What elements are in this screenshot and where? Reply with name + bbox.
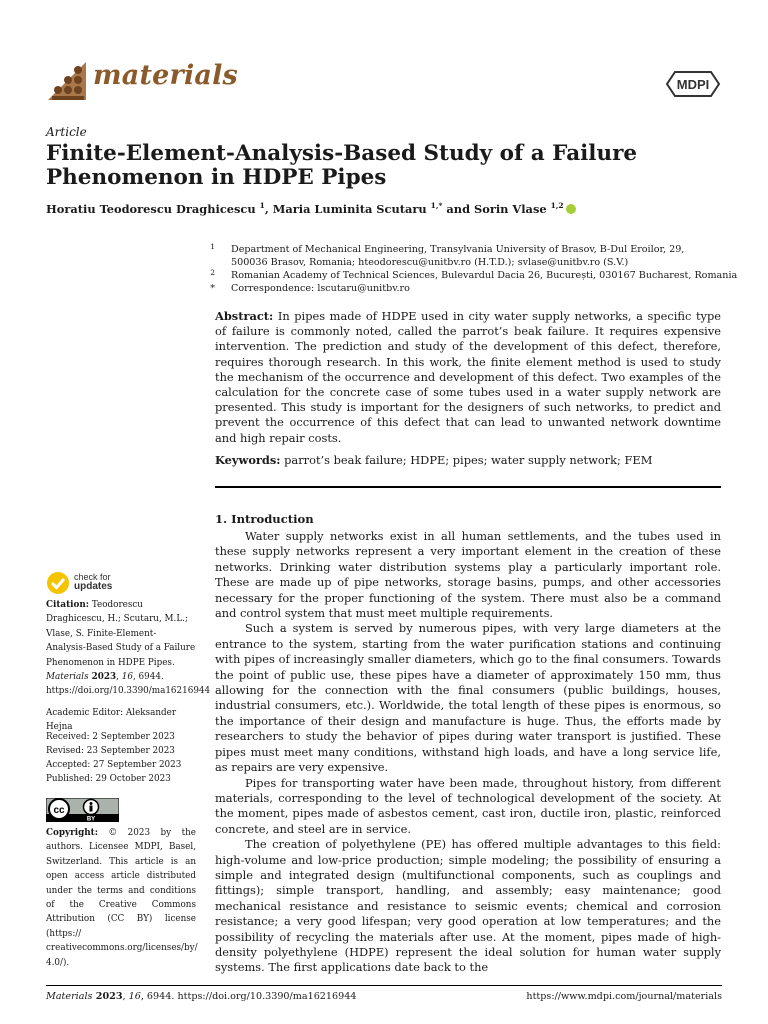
journal-name[interactable]: materials xyxy=(93,60,238,91)
author-3-affil: 1,2 xyxy=(550,201,564,210)
date-published: Published: 29 October 2023 xyxy=(46,774,171,784)
svg-text:BY: BY xyxy=(86,816,96,822)
publisher-name: MDPI xyxy=(676,77,710,92)
citation-block: Citation: Teodorescu Draghicescu, H.; Scutaru, M.L.; Vlase, S. Finite-Element-Analysis-Based Study of a Failure Phenomenon in HDPE Pipes. Materials 2023, 16, 6944. https://doi.org/10.3390/ma16216944 xyxy=(46,600,211,697)
mdpi-logo-icon[interactable] xyxy=(665,69,721,99)
footer-doi-link[interactable]: , 6944. https://doi.org/10.3390/ma16216944 xyxy=(140,991,357,1002)
footer-citation: Materials 2023, 16, 6944. https://doi.org/10.3390/ma16216944 xyxy=(46,991,357,1002)
author-3[interactable]: and Sorin Vlase xyxy=(442,201,551,216)
abstract-text: In pipes made of HDPE used in city water supply networks, a specific type of failure is commonly noted, called the parrot’s beak failure. It requires expensive intervention. The prediction and study of the development of this defect, therefore, requires thorough research. In this work, the finite element method is used to study the mechanism of the occurrence and development of this defect. Two examples of the calculation for the concrete case of some tubes used in a water supply network are presented. This study is important for the designers of such networks, to predict and prevent the occurrence of this defect that can lead to unwanted network downtime and high repair costs. xyxy=(215,309,721,445)
svg-text:cc: cc xyxy=(53,805,65,816)
author-1[interactable]: Horatiu Teodorescu Draghicescu xyxy=(46,201,260,216)
paragraph: Pipes for transporting water have been made, throughout history, from different materials, corresponding to the level of technological development of the society. At the moment, pipes made of asbestos cement, cast iron, ductile iron, plastic, reinforced concrete, and steel are in service. xyxy=(215,775,721,836)
keywords-label: Keywords: xyxy=(215,453,281,467)
affiliation-mark: 2 xyxy=(210,268,215,277)
footer-journal-url[interactable]: https://www.mdpi.com/journal/materials xyxy=(526,991,722,1002)
affiliation-mark: 1 xyxy=(210,242,215,251)
intro-body xyxy=(215,529,721,976)
citation-doi-link[interactable]: , 6944. https://doi.org/10.3390/ma16216944 xyxy=(46,672,211,697)
check-updates-label: check for updates xyxy=(74,572,113,592)
cc-by-license-icon[interactable] xyxy=(46,798,119,822)
author-list xyxy=(46,201,576,216)
author-2-affil: 1,* xyxy=(430,201,443,210)
article-title: Finite-Element-Analysis-Based Study of a Failure Phenomenon in HDPE Pipes xyxy=(46,141,638,190)
check-for-updates-button[interactable] xyxy=(46,571,126,595)
paragraph: Water supply networks exist in all human settlements, and the tubes used in these supply networks represent a very important element in the creation of these networks. Drinking water distribution systems play a particularly important role. These are made up of pipe networks, storage basins, pumps, and other accessories necessary for the proper functioning of the system. There must also be a command and control system that must meet multiple requirements. xyxy=(215,529,721,621)
date-revised: Revised: 23 September 2023 xyxy=(46,746,175,756)
orcid-icon[interactable] xyxy=(566,204,576,214)
author-2[interactable]: , Maria Luminita Scutaru xyxy=(264,201,431,216)
keywords xyxy=(215,453,721,468)
abstract-label: Abstract: xyxy=(215,309,274,323)
date-accepted: Accepted: 27 September 2023 xyxy=(46,760,182,770)
paragraph: Such a system is served by numerous pipes, with very large diameters at the entrance to the system, starting from the water purification stations and continuing with pipes of increasingly smaller diameters, which go to the final consumers. Towards the point of public use, these pipes have a diameter of approximately 150 mm, thus allowing for the connection with the final consumers (public buildings, houses, industrial consumers, etc.). Worldwide, the total length of these pipes is enormous, so the importance of their design and manufacture is huge. Thus, the efforts made by researchers to study the behavior of pipes during water transport is justified. These pipes must meet many conditions, withstand high loads, and have a long service life, as repairs are very expensive. xyxy=(215,621,721,775)
correspondence-line: Correspondence: lscutaru@unitbv.ro xyxy=(231,283,410,294)
abstract xyxy=(215,309,721,446)
divider xyxy=(215,486,721,488)
article-type: Article xyxy=(46,125,87,139)
journal-logo-icon xyxy=(46,60,88,102)
section-heading: 1. Introduction xyxy=(215,512,314,526)
affiliation-line: 500036 Brasov, Romania; hteodorescu@unitbv.ro (H.T.D.); svlase@unitbv.ro (S.V.) xyxy=(231,257,629,268)
date-received: Received: 2 September 2023 xyxy=(46,732,175,742)
footer-divider xyxy=(46,985,722,986)
correspondence-mark: * xyxy=(210,283,215,294)
keywords-text: parrot’s beak failure; HDPE; pipes; water supply network; FEM xyxy=(280,453,653,467)
affiliation-line: Department of Mechanical Engineering, Transylvania University of Brasov, B-Dul Eroilor, 29, xyxy=(231,244,685,255)
copyright-notice: Copyright: © 2023 by the authors. Licensee MDPI, Basel, Switzerland. This article is an open access article distributed under the terms and conditions of the Creative Commons Attribution (CC BY) license (https:// creativecommons.org/licenses/by/ 4.0/). xyxy=(46,828,198,968)
affiliation-line: Romanian Academy of Technical Sciences, Bulevardul Dacia 26, București, 030167 Bucharest, Romania xyxy=(231,270,738,281)
check-updates-icon xyxy=(46,571,70,595)
paragraph: The creation of polyethylene (PE) has offered multiple advantages to this field: high-volume and low-price production; simple modeling; the possibility of ensuring a simple and integrated design (multifunctional components, such as couplings and fittings); simple transport, handling, and assembly; easy maintenance; good mechanical resistance and resistance to seismic events; chemical and corrosion resistance; a very good lifespan; very good operation at low temperatures; and the possibility of recycling the materials after use. At the moment, pipes made of high-density polyethylene (HDPE) represent the ideal solution for human water supply systems. The first applications date back to the xyxy=(215,837,721,975)
academic-editor: Academic Editor: Aleksander Hejna xyxy=(46,708,177,733)
author-1-affil: 1 xyxy=(259,201,265,210)
